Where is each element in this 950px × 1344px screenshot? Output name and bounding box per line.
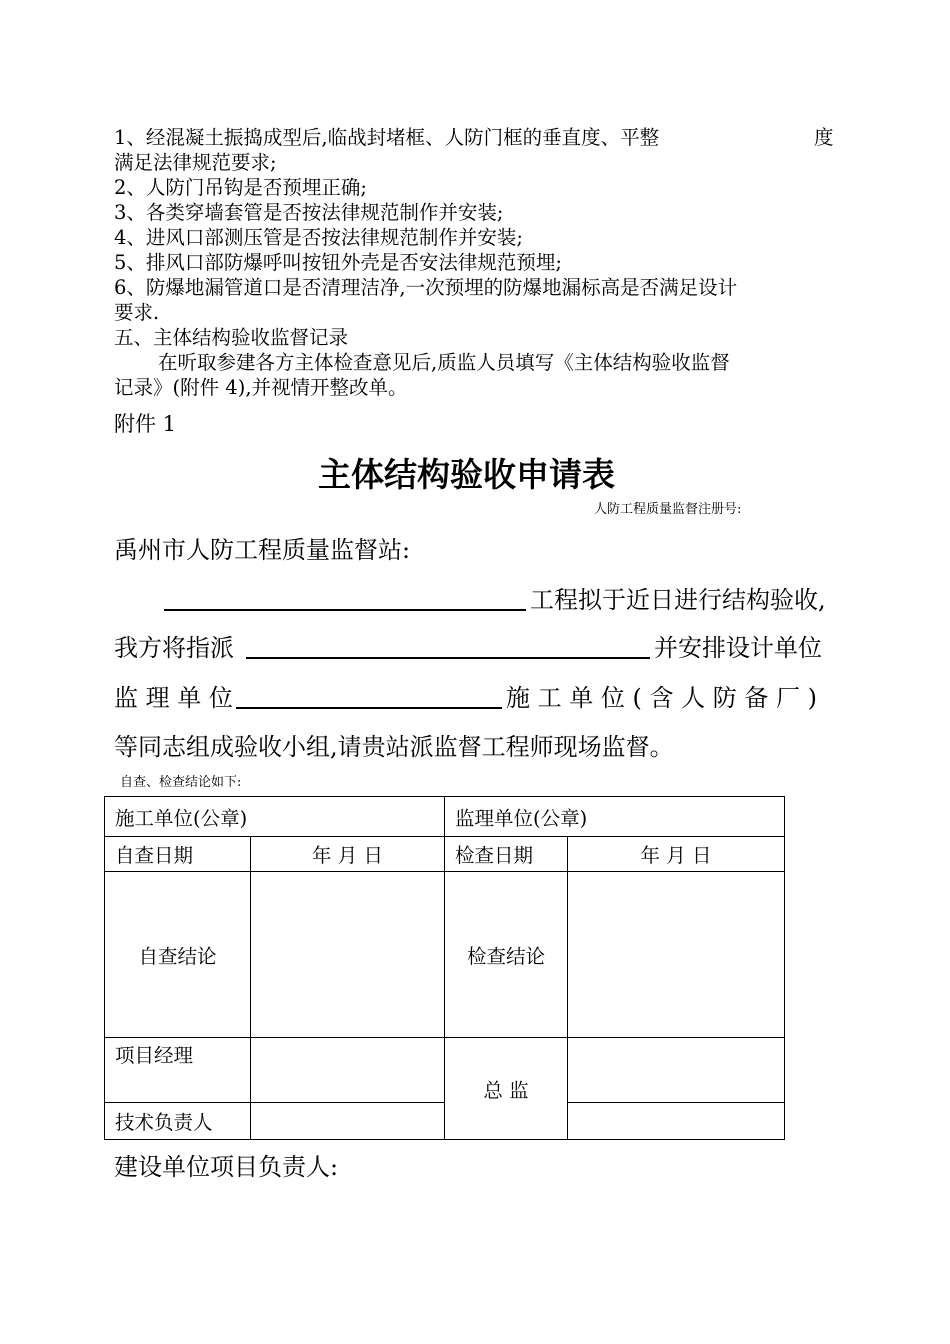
contractor-seal-cell[interactable]: 施工单位(公章) xyxy=(105,797,445,837)
line-1-text: 工程拟于近日进行结构验收, xyxy=(530,586,826,614)
project-manager-label: 项目经理 xyxy=(105,1038,251,1103)
addressee: 禹州市人防工程质量监督站: xyxy=(114,536,411,564)
chief-supervisor-label: 总 监 xyxy=(445,1038,568,1140)
form-title: 主体结构验收申请表 xyxy=(318,455,615,494)
line-3-suffix: 施 工 单 位 ( 含 人 防 备 厂 ) xyxy=(506,684,818,712)
inspection-table xyxy=(104,796,785,1140)
line-3-prefix: 监 理 单 位 xyxy=(114,684,233,712)
self-check-conclusion-label: 自查结论 xyxy=(105,872,251,1038)
assignee-blank[interactable] xyxy=(246,657,650,659)
project-name-blank[interactable] xyxy=(164,609,526,611)
section-5-line-2: 记录》(附件 4),并视情开整改单。 xyxy=(114,376,408,399)
item-2: 2、人防门吊钩是否预埋正确; xyxy=(114,176,367,199)
supervisor-seal-cell[interactable]: 监理单位(公章) xyxy=(445,797,785,837)
registration-label: 人防工程质量监督注册号: xyxy=(594,502,742,517)
closing-line: 建设单位项目负责人: xyxy=(114,1153,339,1181)
line-4: 等同志组成验收小组,请贵站派监督工程师现场监督。 xyxy=(114,733,674,761)
section-5-title: 五、主体结构验收监督记录 xyxy=(114,326,349,349)
item-6-line-2: 要求. xyxy=(114,301,160,324)
technical-lead-value[interactable] xyxy=(251,1103,445,1140)
self-check-date-label: 自查日期 xyxy=(105,837,251,872)
supervisor-unit-blank[interactable] xyxy=(236,707,502,709)
attachment-label: 附件 1 xyxy=(114,412,177,436)
item-3: 3、各类穿墙套管是否按法律规范制作并安装; xyxy=(114,201,504,224)
line-2-prefix: 我方将指派 xyxy=(114,634,234,662)
chief-supervisor-value-1[interactable] xyxy=(568,1038,785,1103)
item-5: 5、排风口部防爆呼叫按钮外壳是否安法律规范预埋; xyxy=(114,251,562,274)
item-4: 4、进风口部测压管是否按法律规范制作并安装; xyxy=(114,226,523,249)
project-manager-value[interactable] xyxy=(251,1038,445,1103)
self-check-conclusion-value[interactable] xyxy=(251,872,445,1038)
check-conclusion-label: 检查结论 xyxy=(445,872,568,1038)
check-date-value[interactable]: 年 月 日 xyxy=(568,837,785,872)
section-5-line-1: 在听取参建各方主体检查意见后,质监人员填写《主体结构验收监督 xyxy=(158,351,730,374)
table-caption: 自查、检查结论如下: xyxy=(120,775,242,790)
item-1-tail: 度 xyxy=(814,126,834,149)
self-check-date-value[interactable]: 年 月 日 xyxy=(251,837,445,872)
chief-supervisor-value-2[interactable] xyxy=(568,1103,785,1140)
line-2-suffix: 并安排设计单位 xyxy=(654,634,822,662)
check-conclusion-value[interactable] xyxy=(568,872,785,1038)
item-1-line-1: 1、经混凝土振捣成型后,临战封堵框、人防门框的垂直度、平整 xyxy=(114,126,660,149)
technical-lead-label: 技术负责人 xyxy=(105,1103,251,1140)
item-1-line-2: 满足法律规范要求; xyxy=(114,151,277,174)
check-date-label: 检查日期 xyxy=(445,837,568,872)
item-6-line-1: 6、防爆地漏管道口是否清理洁净,一次预埋的防爆地漏标高是否满足设计 xyxy=(114,276,738,299)
